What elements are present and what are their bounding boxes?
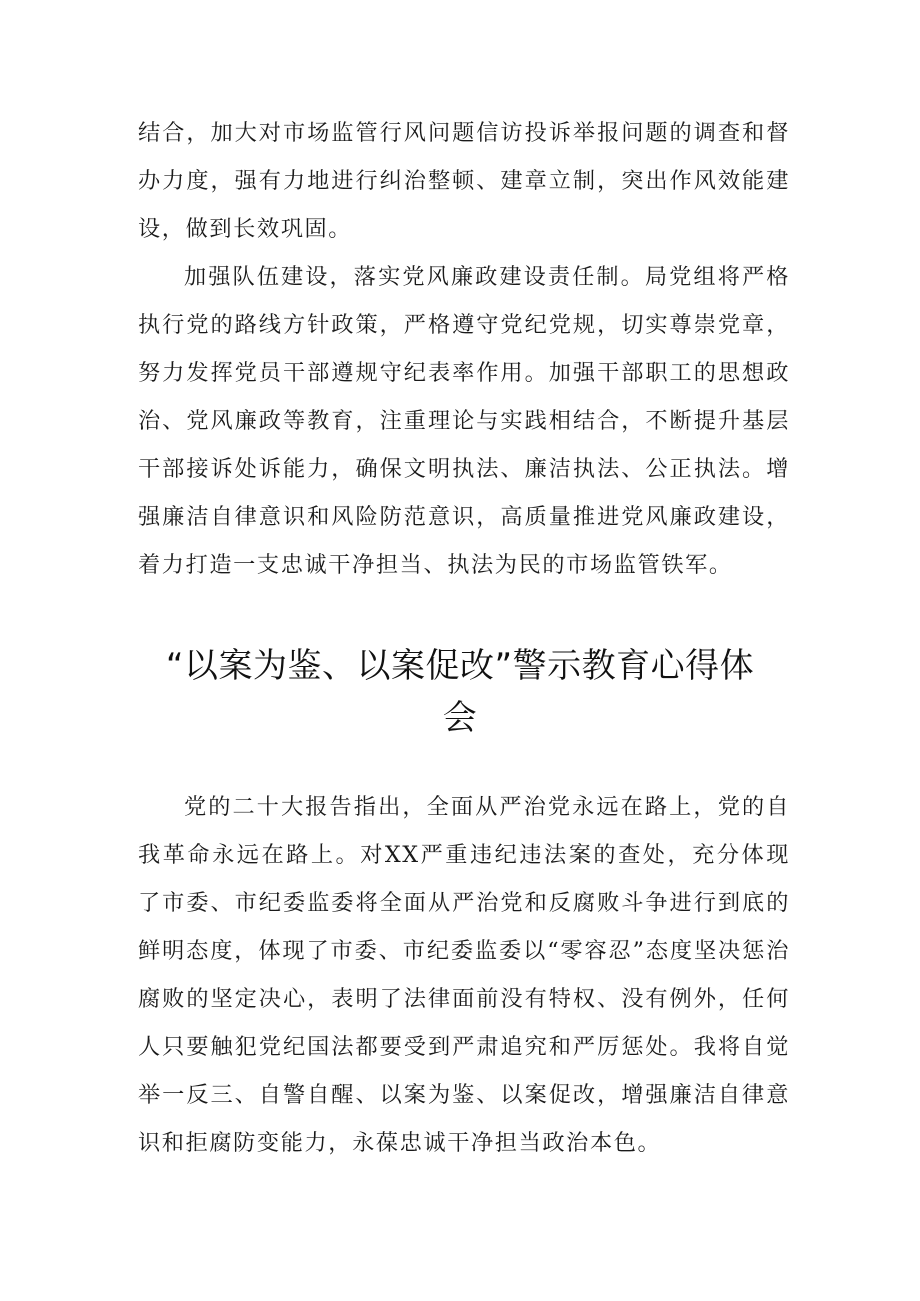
essay-title: “以案为鉴、以案促改”警示教育心得体会 bbox=[165, 646, 755, 738]
body-paragraph-continued: 结合，加大对市场监管行风问题信访投诉举报问题的调查和督办力度，强有力地进行纠治整顿、建章立制，突出作风效能建设，做到长效巩固。 bbox=[138, 120, 790, 242]
body-paragraph-essay-intro: 党的二十大报告指出，全面从严治党永远在路上，党的自我革命永远在路上。对XX严重违纪违法案的查处，充分体现了市委、市纪委监委将全面从严治党和反腐败斗争进行到底的鲜明态度，体现了市委、市纪委监委以“零容忍”态度坚决惩治腐败的坚定决心，表明了法律面前没有特权、没有例外，任何人只要触犯党纪国法都要受到严肃追究和严厉惩处。我将自觉举一反三、自警自醒、以案为鉴、以案促改，增强廉洁自律意识和拒腐防变能力，永葆忠诚干净担当政治本色。 bbox=[138, 794, 790, 1156]
body-paragraph-team-building: 加强队伍建设，落实党风廉政建设责任制。局党组将严格执行党的路线方针政策，严格遵守党纪党规，切实尊崇党章，努力发挥党员干部遵规守纪表率作用。加强干部职工的思想政治、党风廉政等教育，注重理论与实践相结合，不断提升基层干部接诉处诉能力，确保文明执法、廉洁执法、公正执法。增强廉洁自律意识和风险防范意识，高质量推进党风廉政建设，着力打造一支忠诚干净担当、执法为民的市场监管铁军。 bbox=[138, 264, 790, 578]
